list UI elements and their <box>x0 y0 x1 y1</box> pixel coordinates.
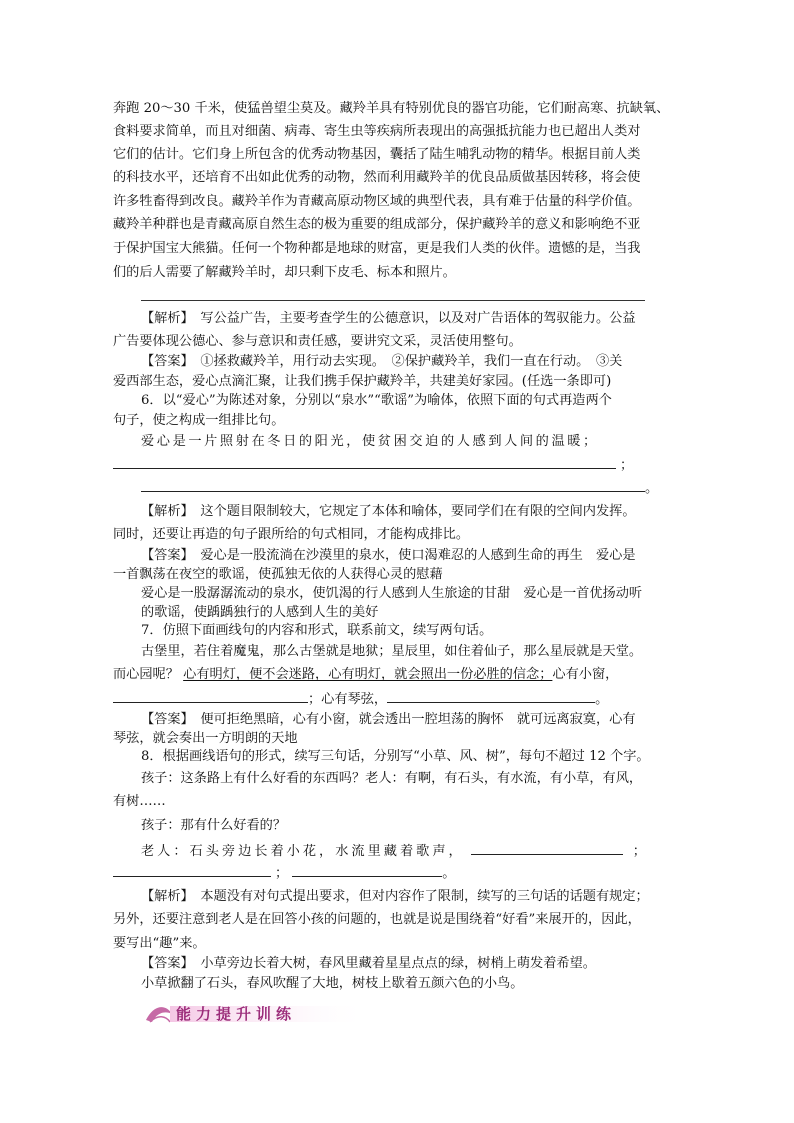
punctuation: ； <box>632 844 646 859</box>
question-7-prompt: 7．仿照下面画线句的内容和形式，联系前文，续写两句话。 <box>141 623 493 638</box>
answer-text: 琴弦，就会奏出一方明朗的天地 <box>113 731 298 746</box>
text-plain: 心有小窗， <box>552 667 619 682</box>
question-7-text <box>113 666 618 684</box>
answer-text: 【答案】 爱心是一股流淌在沙漠里的泉水，使口渴难忍的人感到生命的再生 爱心是 <box>141 548 636 563</box>
underlined-sentence: 心有明灯，便不会迷路，心有明灯，就会照出一份必胜的信念； <box>183 667 553 682</box>
fill-blank[interactable] <box>113 455 616 469</box>
analysis-text: 另外，还要注意到老人是在回答小孩的问题的，也就是说是围绕着“好看”来展开的，因此， <box>113 912 641 927</box>
question-7-blanks[interactable] <box>113 689 608 709</box>
fill-blank[interactable] <box>292 863 442 877</box>
paragraph-line: 的科技水平，还培育不出如此优秀的动物，然而利用藏羚羊的优良品质做基因转移，将会使 <box>113 170 641 185</box>
analysis-text: 【解析】 写公益广告，主要考查学生的公德意识，以及对广告语体的驾驭能力。公益 <box>141 311 636 326</box>
paragraph-line: 们的后人需要了解藏羚羊时，却只剩下皮毛、标本和照片。 <box>113 265 456 280</box>
paragraph-line: 于保护国宝大熊猫。任何一个物种都是地球的财富，更是我们人类的伙伴。遗憾的是，当我 <box>113 241 641 256</box>
text-plain: 而心园呢？ <box>113 667 179 682</box>
fill-blank[interactable] <box>471 841 623 855</box>
analysis-text: 同时，还要让再造的句子跟所给的句式相同，才能构成排比。 <box>113 527 470 542</box>
answer-text: 爱西部生态，爱心点滴汇聚，让我们携手保护藏羚羊，共建美好家园。(任选一条即可) <box>113 374 612 389</box>
analysis-text: 广告要体现公德心、参与意识和责任感，要讲究文采，灵活使用整句。 <box>113 334 522 349</box>
paragraph-line: 藏羚羊种群也是青藏高原自然生态的极为重要的组成部分，保护藏羚羊的意义和影响绝不亚 <box>113 217 641 232</box>
question-7-text: 古堡里，若住着魔鬼，那么古堡就是地狱；星辰里，如住着仙子，那么星辰就是天堂。 <box>141 644 643 659</box>
dialog-line: 有树…… <box>113 794 166 809</box>
fill-blank[interactable] <box>387 689 595 703</box>
fill-blank[interactable] <box>141 478 645 492</box>
analysis-text: 【解析】 这个题目限制较大，它规定了本体和喻体，要同学们在有限的空间内发挥。 <box>141 504 636 519</box>
question-6-blank-1[interactable] <box>113 455 633 475</box>
question-8-prompt: 8．根据画线语句的形式，续写三句话，分别写“小草、风、树”，每句不超过 12 个字。 <box>141 749 650 764</box>
paragraph-line: 许多牲畜得到改良。藏羚羊作为青藏高原动物区域的典型代表，具有难于估量的科学价值。 <box>113 194 641 209</box>
answer-text: 【答案】 便可拒绝黑暗，心有小窗，就会透出一腔坦荡的胸怀 就可远离寂寞，心有 <box>141 712 636 727</box>
punctuation: ； <box>275 866 289 881</box>
answer-text: 小草掀翻了石头，春风吹醒了大地，树枝上歇着五颜六色的小鸟。 <box>141 976 524 991</box>
section-banner-title: 能力提升训练 <box>176 1005 297 1023</box>
fill-blank[interactable] <box>113 689 308 703</box>
answer-text: 的歌谣，使踽踽独行的人感到人生的美好 <box>141 605 379 620</box>
question-6-example: 爱心是一片照射在冬日的阳光，使贫困交迫的人感到人间的温暖； <box>141 434 599 449</box>
dialog-line: 孩子：那有什么好看的？ <box>141 818 287 833</box>
paragraph-line: 它们的估计。它们身上所包含的优秀动物基因，囊括了陆生哺乳动物的精华。根据目前人类 <box>113 147 641 162</box>
question-8-blanks[interactable] <box>113 863 455 883</box>
analysis-text: 要写出“趣”来。 <box>113 936 206 951</box>
answer-text: 一首飘荡在夜空的歌谣，使孤独无依的人获得心灵的慰藉 <box>113 567 443 582</box>
paragraph-line: 奔跑 20～30 千米，使猛兽望尘莫及。藏羚羊具有特别优良的器官功能，它们耐高寒、抗缺氧、 <box>113 101 670 116</box>
answer-text: 爱心是一股潺潺流动的泉水，使饥渴的行人感到人生旅途的甘甜 爱心是一首优扬动听 <box>141 586 643 601</box>
analysis-text: 【解析】 本题没有对句式提出要求，但对内容作了限制，续写的三句话的话题有规定； <box>141 889 649 904</box>
answer-blank-line <box>141 300 645 301</box>
dialog-line[interactable] <box>141 841 646 861</box>
punctuation: 。 <box>442 866 456 881</box>
answer-text: 【答案】 ①拯救藏羚羊，用行动去实现。 ②保护藏羚羊，我们一直在行动。 ③关 <box>141 354 623 369</box>
question-6-prompt: 6．以“爱心”为陈述对象，分别以“泉水”“歌谣”为喻体，依照下面的句式再造两个 <box>141 393 612 408</box>
question-6-blank-2[interactable] <box>141 478 658 498</box>
text-plain: ；心有琴弦， <box>308 692 388 707</box>
dialog-line: 孩子：这条路上有什么好看的东西吗？老人：有啊，有石头，有水流，有小草，有风， <box>141 771 643 786</box>
punctuation: 。 <box>595 692 609 707</box>
punctuation: 。 <box>645 481 659 496</box>
fill-blank[interactable] <box>113 863 271 877</box>
answer-text: 【答案】 小草旁边长着大树，春风里藏着星星点点的绿，树梢上萌发着希望。 <box>141 956 596 971</box>
paragraph-line: 食料要求简单，而且对细菌、病毒、寄生虫等疾病所表现出的高强抵抗能力也已超出人类对 <box>113 124 641 139</box>
question-6-prompt: 句子，使之构成一组排比句。 <box>113 413 285 428</box>
text-plain: 老人：石头旁边长着小花，水流里藏着歌声， <box>141 844 465 859</box>
punctuation: ； <box>620 458 634 473</box>
